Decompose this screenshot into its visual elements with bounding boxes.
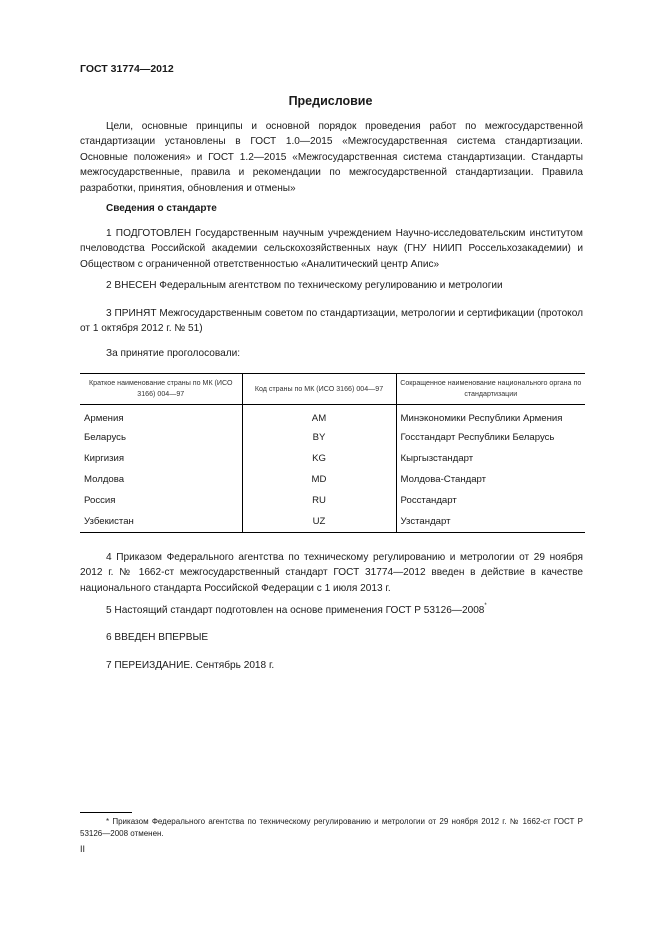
table-row bbox=[80, 511, 585, 533]
country-cell: Молдова bbox=[84, 474, 125, 485]
item-2-submitted: 2 ВНЕСЕН Федеральным агентством по техническому регулированию и метрологии bbox=[106, 280, 503, 291]
votes-table bbox=[80, 373, 585, 533]
country-cell: Киргизия bbox=[84, 453, 125, 464]
col-header-body: Сокращенное наименование национального органа по стандартизации bbox=[396, 374, 585, 405]
country-cell: Беларусь bbox=[84, 432, 126, 443]
info-heading: Сведения о стандарте bbox=[106, 203, 217, 214]
item-3-adopted: 3 ПРИНЯТ Межгосударственным советом по стандартизации, метрологии и сертификации (протокол от 1 октября 2012 г. № 51) bbox=[80, 308, 583, 335]
table-header-row bbox=[80, 374, 585, 405]
body-cell: Госстандарт Республики Беларусь bbox=[396, 427, 585, 448]
item-7-reissue: 7 ПЕРЕИЗДАНИЕ. Сентябрь 2018 г. bbox=[106, 660, 275, 671]
document-header: ГОСТ 31774—2012 bbox=[80, 63, 174, 75]
page-number: II bbox=[80, 844, 86, 854]
code-cell: MD bbox=[242, 469, 396, 490]
code-cell: UZ bbox=[242, 511, 396, 533]
footnote: * Приказом Федерального агентства по техническому регулированию и метрологии от 29 ноября 2012 г. № 1662-ст ГОСТ Р 53126—2008 отменен. bbox=[80, 817, 583, 838]
item-4-order: 4 Приказом Федерального агентства по техническому регулированию и метрологии от 29 ноября 2012 г. № 1662-ст межгосударственный стандарт ГОСТ 31774—2012 введен в действие в качестве национального стандарта Российской Федерации с 1 июля 2013 г. bbox=[80, 552, 583, 594]
item-5-text: 5 Настоящий стандарт подготовлен на основе применения ГОСТ Р 53126—2008 bbox=[106, 605, 485, 616]
page-title: Предисловие bbox=[288, 94, 373, 108]
body-cell: Узстандарт bbox=[396, 511, 585, 533]
code-cell: KG bbox=[242, 448, 396, 469]
item-1-prepared: 1 ПОДГОТОВЛЕН Государственным научным учреждением Научно-исследовательским институтом пчеловодства Российской академии сельскохозяйственных наук (ГНУ НИИП Россельхозакадемии) и Обществом с ограниченной ответственностью «Аналитический центр Апис» bbox=[80, 228, 583, 270]
table-row bbox=[80, 490, 585, 511]
col-header-country: Краткое наименование страны по МК (ИСО 3166) 004—97 bbox=[80, 374, 242, 405]
table-row bbox=[80, 448, 585, 469]
body-cell: Молдова-Стандарт bbox=[396, 469, 585, 490]
code-cell: AM bbox=[242, 405, 396, 428]
code-cell: RU bbox=[242, 490, 396, 511]
body-cell: Росстандарт bbox=[396, 490, 585, 511]
votes-label: За принятие проголосовали: bbox=[106, 348, 241, 359]
footnote-marker: * bbox=[484, 603, 487, 609]
footnote-separator bbox=[80, 812, 132, 813]
intro-paragraph: Цели, основные принципы и основной порядок проведения работ по межгосударственной стандартизации установлены в ГОСТ 1.0—2015 «Межгосударственная система стандартизации. Основные положения» и ГОСТ 1.2—2015 «Межгосударственная система стандартизации. Стандарты межгосударственные, правила и рекомендации по межгосударственной стандартизации. Правила разработки, принятия, обновления и отмены» bbox=[80, 121, 583, 194]
table-row bbox=[80, 405, 585, 428]
country-cell: Россия bbox=[84, 495, 116, 506]
item-6-introduced: 6 ВВЕДЕН ВПЕРВЫЕ bbox=[106, 632, 209, 643]
col-header-code: Код страны по МК (ИСО 3166) 004—97 bbox=[242, 374, 396, 405]
body-cell: Минэкономики Республики Армения bbox=[396, 405, 585, 428]
table-row bbox=[80, 469, 585, 490]
country-cell: Узбекистан bbox=[80, 511, 242, 533]
table-row bbox=[80, 427, 585, 448]
code-cell: BY bbox=[242, 427, 396, 448]
country-cell: Армения bbox=[84, 412, 124, 424]
body-cell: Кыргызстандарт bbox=[396, 448, 585, 469]
item-5-basis bbox=[106, 605, 487, 616]
